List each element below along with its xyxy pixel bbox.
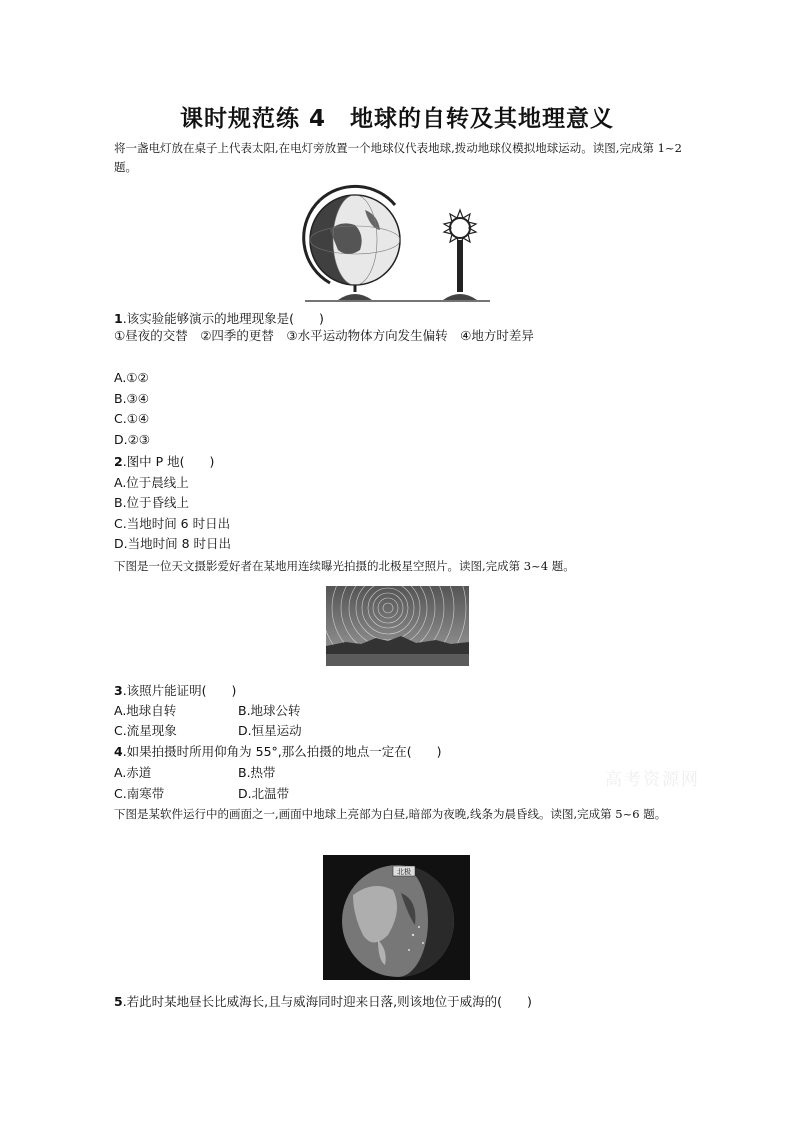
q4-option-b: B.热带 xyxy=(238,765,276,780)
watermark: 高考资源网 xyxy=(605,770,700,790)
q3-option-b: B.地球公转 xyxy=(238,703,301,718)
question-3: 3.该照片能证明( ) xyxy=(114,683,237,698)
earth-north-pole-label: 北极 xyxy=(397,868,411,876)
star-trails-photo xyxy=(326,586,469,666)
lamp-icon xyxy=(443,210,477,300)
earth-daynight-figure xyxy=(323,855,470,980)
question-2: 2.图中 P 地( ) xyxy=(114,454,215,469)
q4-option-d: D.北温带 xyxy=(238,786,290,801)
q1-option-b: B.③④ xyxy=(114,391,149,406)
q2-option-b: B.位于昏线上 xyxy=(114,495,190,510)
q3-option-c: C.流星现象 xyxy=(114,723,177,738)
q4-option-c: C.南寒带 xyxy=(114,786,165,801)
q2-option-d: D.当地时间 8 时日出 xyxy=(114,536,231,551)
question-1-statements: ①昼夜的交替 ②四季的更替 ③水平运动物体方向发生偏转 ④地方时差异 xyxy=(114,328,534,343)
question-1: 1.该实验能够演示的地理现象是( ) xyxy=(114,311,324,326)
question-5: 5.若此时某地昼长比威海长,且与威海同时迎来日落,则该地位于威海的( ) xyxy=(114,994,532,1009)
q1-option-d: D.②③ xyxy=(114,432,151,447)
intro-1-2: 将一盏电灯放在桌子上代表太阳,在电灯旁放置一个地球仪代表地球,拨动地球仪模拟地球运动。读图,完成第 1~2 题。 xyxy=(114,141,682,174)
q3-option-a: A.地球自转 xyxy=(114,703,177,718)
globe-lamp-figure xyxy=(300,180,495,305)
q4-option-a: A.赤道 xyxy=(114,765,152,780)
intro-3-4: 下图是一位天文摄影爱好者在某地用连续曝光拍摄的北极星空照片。读图,完成第 3~4 题。 xyxy=(114,559,575,573)
q2-option-c: C.当地时间 6 时日出 xyxy=(114,516,231,531)
page-title: 课时规范练 4 地球的自转及其地理意义 xyxy=(179,106,614,132)
globe-icon xyxy=(304,186,400,300)
q1-option-a: A.①② xyxy=(114,370,149,385)
q2-option-a: A.位于晨线上 xyxy=(114,475,189,490)
question-4: 4.如果拍摄时所用仰角为 55°,那么拍摄的地点一定在( ) xyxy=(114,744,442,759)
q3-option-d: D.恒星运动 xyxy=(238,723,302,738)
q1-option-c: C.①④ xyxy=(114,411,150,426)
intro-5-6: 下图是某软件运行中的画面之一,画面中地球上亮部为白昼,暗部为夜晚,线条为晨昏线。读图,完成第 5~6 题。 xyxy=(114,807,667,821)
